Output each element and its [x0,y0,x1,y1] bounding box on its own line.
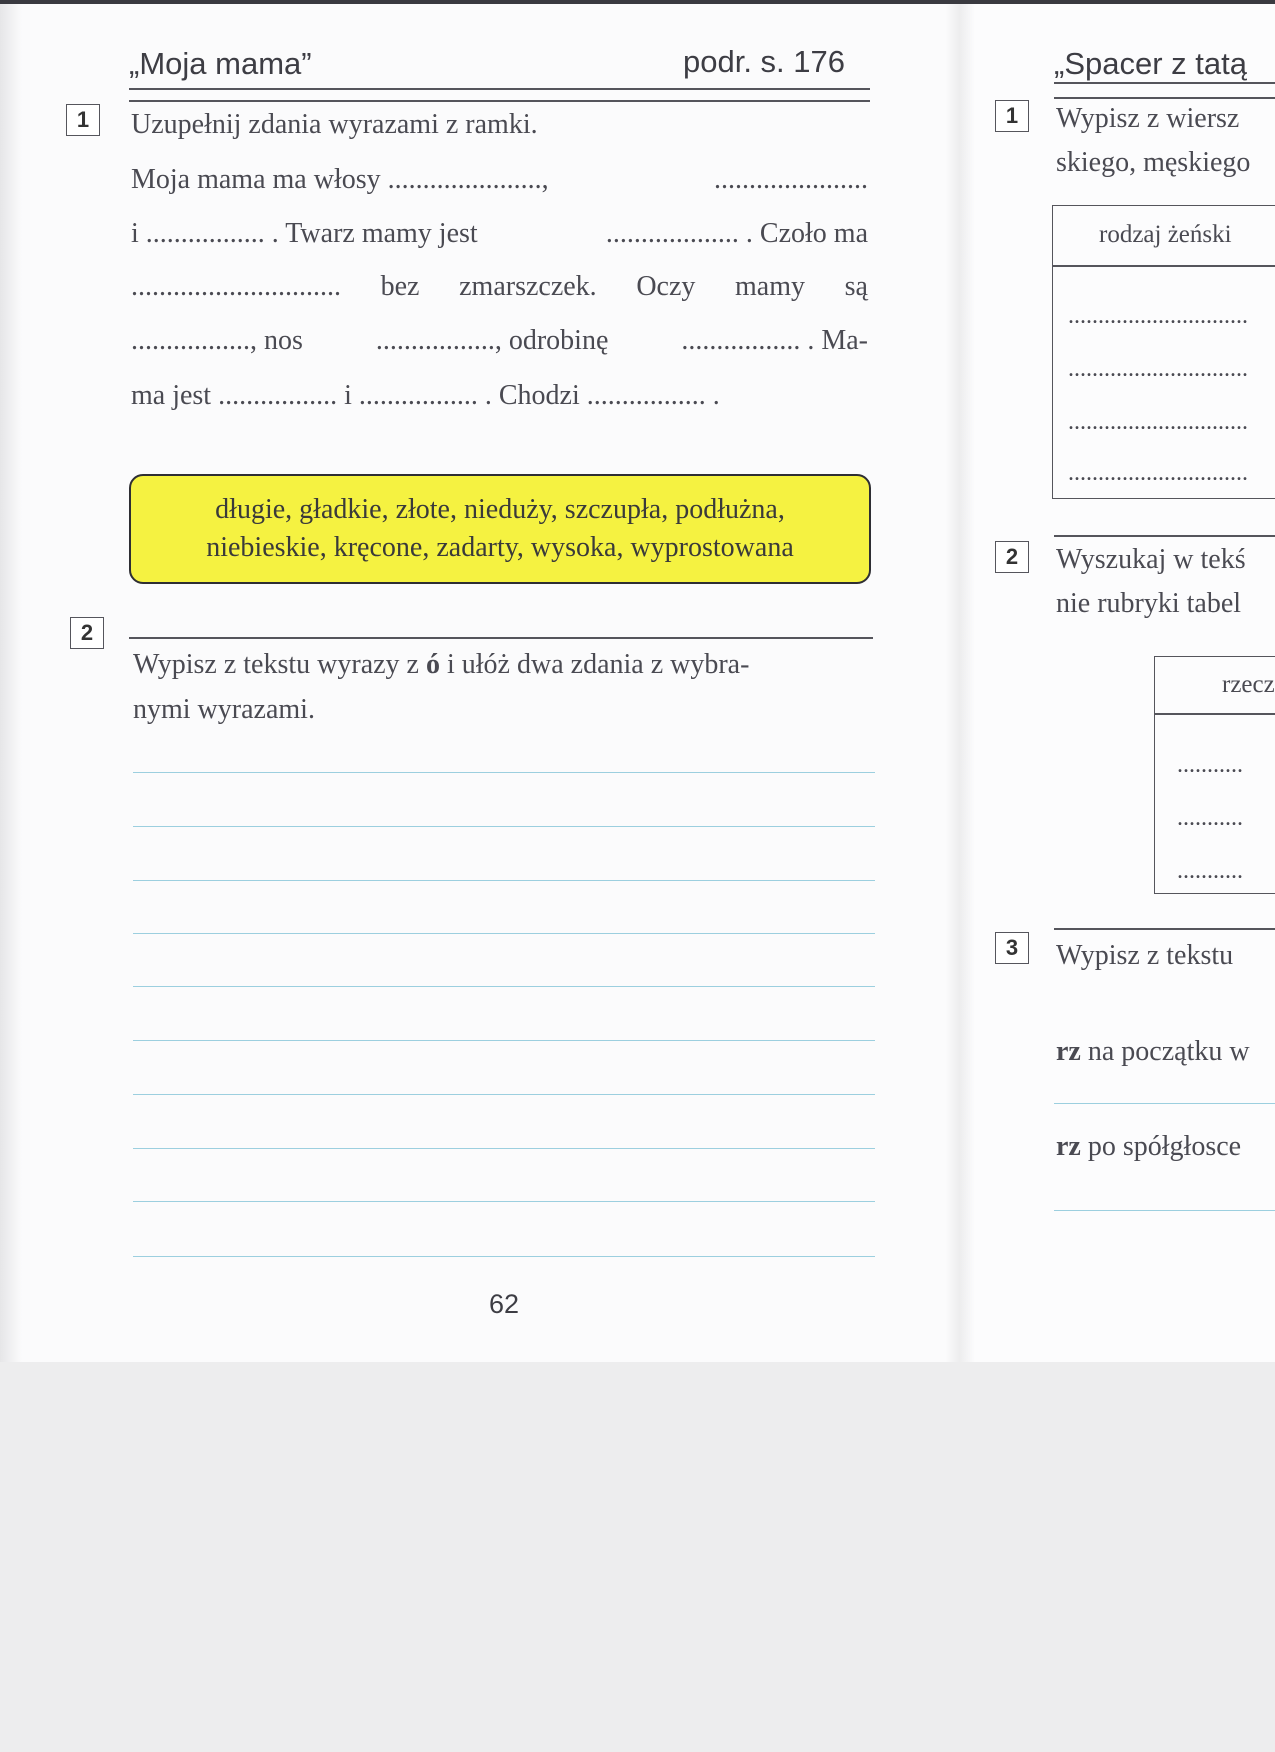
noun-table-header: rzecz [1222,671,1275,698]
task1-line-4c: ................. . Ma- [681,325,868,356]
header-rule [129,88,870,90]
rz-after-consonant-text: po spółgłosce [1080,1131,1242,1162]
task1-line-3e: mamy [735,271,806,302]
writing-line[interactable] [133,1256,875,1257]
writing-line[interactable] [1054,1103,1275,1104]
right-task3-rz-start [1056,1038,1250,1066]
gender-table-dots: .............................. [1068,409,1248,435]
task2-instruction-post: i ułóż dwa zdania z wybra- [440,649,750,680]
noun-table-header-rule [1154,713,1275,715]
gender-table [1052,205,1275,499]
task2-rule [129,637,873,639]
writing-line[interactable] [133,1094,875,1095]
task1-line-2 [131,220,868,248]
task2-instruction-bold: ó [426,649,440,680]
task1-line-3b: bez [380,271,420,302]
top-edge [0,0,1275,4]
task1-line-3f: są [844,271,868,302]
right-task-number-2: 2 [995,541,1029,573]
right-task3-line-1: Wypisz z tekstu [1056,940,1234,971]
task1-line-1b: ...................... [714,164,868,195]
right-task2-rule [1054,535,1275,537]
gender-table-header: rodzaj żeński [1099,221,1232,248]
task1-line-4b: ................., odrobinę [375,325,609,356]
writing-line[interactable] [133,880,875,881]
writing-line[interactable] [133,1201,875,1202]
word-box-line-2: niebieskie, kręcone, zadarty, wysoka, wyprostowana [206,532,794,563]
task2-instruction-pre: Wypisz z tekstu wyrazy z [133,649,426,680]
task1-line-1 [131,166,868,194]
rz-start-text: na początku w [1080,1036,1250,1067]
right-task-number-3: 3 [995,932,1029,964]
writing-line[interactable] [133,986,875,987]
task1-line-4a: ................., nos [131,325,303,356]
task2-instruction [133,651,749,679]
task1-line-2b: ................... . Czoło ma [605,218,868,249]
task1-line-5: ma jest ................. i ................. . Chodzi ................. . [131,380,720,411]
gender-table-header-rule [1052,265,1275,267]
task1-line-3d: Oczy [636,271,696,302]
right-task2-line-1: Wyszukaj w tekś [1056,544,1246,575]
writing-line[interactable] [133,933,875,934]
writing-line[interactable] [133,1040,875,1041]
rz-bold: rz [1056,1036,1081,1067]
task1-instruction: Uzupełnij zdania wyrazami z ramki. [131,109,538,140]
writing-line[interactable] [1054,1210,1275,1211]
writing-line[interactable] [133,1148,875,1149]
gender-table-dots: .............................. [1068,460,1248,486]
right-task3-rule [1054,928,1275,930]
page-edge-shadow [0,0,22,1362]
rz-bold: rz [1056,1131,1081,1162]
gender-table-dots: .............................. [1068,303,1248,329]
task1-line-1a: Moja mama ma włosy ......................, [131,164,549,195]
writing-line[interactable] [133,826,875,827]
right-task1-line-2: skiego, męskiego [1056,147,1251,178]
right-task1-line-1: Wypisz z wiersz [1056,103,1240,134]
gender-table-dots: .............................. [1068,356,1248,382]
task1-line-3a: .............................. [131,271,341,302]
right-task3-rz-after-consonant [1056,1133,1241,1161]
word-box [129,474,871,584]
background-below-pages [0,1362,1275,1752]
right-task2-line-2: nie rubryki tabel [1056,588,1242,619]
noun-table-dots: ........... [1177,858,1243,884]
right-header-rule [1054,82,1275,84]
right-task-number-1: 1 [995,100,1029,132]
task-number-2: 2 [70,617,104,649]
right-task1-rule [1054,97,1275,99]
task1-line-3 [131,273,868,301]
task1-line-2a: i ................. . Twarz mamy jest [131,218,478,249]
word-box-line-1: długie, gładkie, złote, nieduży, szczupła, podłużna, [215,494,785,525]
noun-table-dots: ........... [1177,805,1243,831]
page-number: 62 [489,1289,520,1319]
right-page-title: „Spacer z tatą [1054,46,1247,81]
task2-instruction-line2: nymi wyrazami. [133,694,315,725]
textbook-reference: podr. s. 176 [683,44,846,79]
page-title: „Moja mama” [129,46,312,81]
writing-line[interactable] [133,772,875,773]
task1-rule [129,100,870,102]
noun-table-dots: ........... [1177,752,1243,778]
task-number-1: 1 [66,104,100,136]
book-gutter [945,0,975,1362]
task1-line-4 [131,327,868,355]
task1-line-3c: zmarszczek. [459,271,597,302]
